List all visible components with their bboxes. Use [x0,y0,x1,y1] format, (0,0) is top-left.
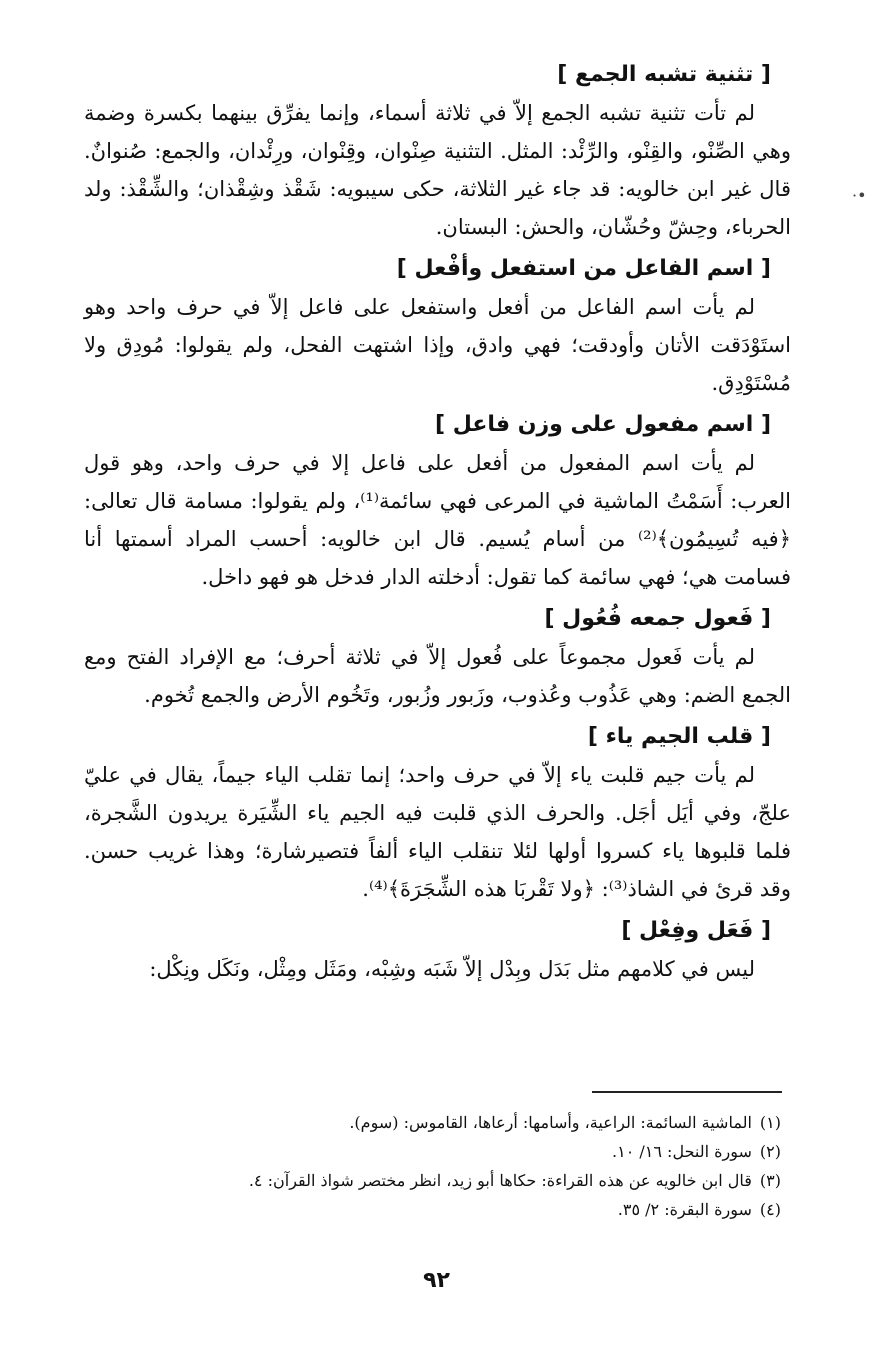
footnotes [84,1108,791,1224]
section-paragraph: ليس في كلامهم مثل بَدَل وبِدْل إلاّ شَبَه وشِبْه، ومَثَل ومِثْل، ونَكَل ونِكْل: [149,957,755,981]
page-number: ٩٢ [423,1268,450,1293]
footnote-text: الماشية السائمة: الراعية، وأسامها: أرعاها، القاموس: (سوم). [349,1113,752,1132]
section-active-participle [84,250,791,402]
footnote-number: (٢) [759,1142,781,1161]
section-heading: [ تثنية تشبه الجمع ] [557,62,771,87]
section-paragraph: لم يأت جيم قلبت ياء إلاّ في حرف واحد؛ إنما تقلب الياء جيماً، يقال في عليّ علجّ، وفي أيَل أجَل. والحرف الذي قلبت فيه الجيم ياء الشِّيَرة يريدون الشَّجرة، فلما قلبوها ياء كسروا أولها لئلا تنقلب الياء ألفاً فتصيرشارة؛ وهذا غريب حسن. وقد قرئ في الشاذ⁽³⁾: ﴿ولا تَقْربَا هذه الشِّجَرَةَ﴾⁽⁴⁾. [84,763,791,901]
section-heading: [ فَعول جمعه فُعُول ] [544,606,771,631]
section-paragraph: لم يأت اسم المفعول من أفعل على فاعل إلا في حرف واحد، وهو قول العرب: أَسَمْتُ الماشية في المرعى فهي سائمة⁽¹⁾، ولم يقولوا: مسامة قال تعالى: ﴿فيه تُسِيمُون﴾⁽²⁾ من أسام يُسيم. قال ابن خالويه: أحسب المراد أسمتها أنا فسامت هي؛ فهي سائمة كما تقول: أدخلته الدار فدخل هو فهو داخل. [84,451,792,589]
footnote-number: (٣) [759,1171,781,1190]
footnote-number: (٤) [759,1200,781,1219]
footnote-separator [592,1091,782,1093]
footnote-text: قال ابن خالويه عن هذه القراءة: حكاها أبو زيد، انظر مختصر شواذ القرآن: ٤. [248,1171,752,1190]
section-paragraph: لم يأت فَعول مجموعاً على فُعول إلاّ في ثلاثة أحرف؛ مع الإفراد الفتح ومع الجمع الضم: وهي عَذُوب وعُذوب، وزَبور وزُبور، وتَخُوم الأرض والجمع تُخوم. [84,645,791,707]
footnote-number: (١) [759,1113,781,1132]
section-heading: [ اسم الفاعل من استفعل وأفْعل ] [396,256,771,281]
section-heading: [ فَعَل وفِعْل ] [621,918,771,943]
footnote [84,1137,791,1166]
section-passive-participle [84,406,791,596]
footnote [84,1195,791,1224]
footnote [84,1108,791,1137]
section-paragraph: لم تأت تثنية تشبه الجمع إلاّ في ثلاثة أسماء، وإنما يفرِّق بينهما بكسرة وضمة وهي الصِّنْو، والقِنْو، والرِّئْد: المثل. التثنية صِنْوان، وقِنْوان، ورِئْدان، والجمع: صُنوانٌ. قال غير ابن خالويه: قد جاء غير الثلاثة، حكى سيبويه: شَقْذ وشِقْذان؛ والشِّقْذ: ولد الحرباء، وحِشّ وحُشّان، والحش: البستان. [84,101,791,239]
section-jim-to-ya [84,718,791,908]
section-dual-resembling-plural [84,56,791,246]
footnote-text: سورة البقرة: ٢/ ٣٥. [617,1200,752,1219]
footnote [84,1166,791,1195]
section-heading: [ قلب الجيم ياء ] [587,724,771,749]
margin-mark: •· [852,186,867,205]
section-heading: [ اسم مفعول على وزن فاعل ] [435,412,771,437]
section-faool-plural [84,600,791,714]
section-faal-and-fil [84,912,791,988]
section-paragraph: لم يأت اسم الفاعل من أفعل واستفعل على فاعل إلاّ في حرف واحد وهو استَوْدَقت الأتان وأودقت؛ فهي وادق، وإذا اشتهت الفحل، ولم يقولوا: مُودِق ولا مُسْتَوْدِق. [84,295,791,395]
footnote-text: سورة النحل: ١٦/ ١٠. [612,1142,752,1161]
